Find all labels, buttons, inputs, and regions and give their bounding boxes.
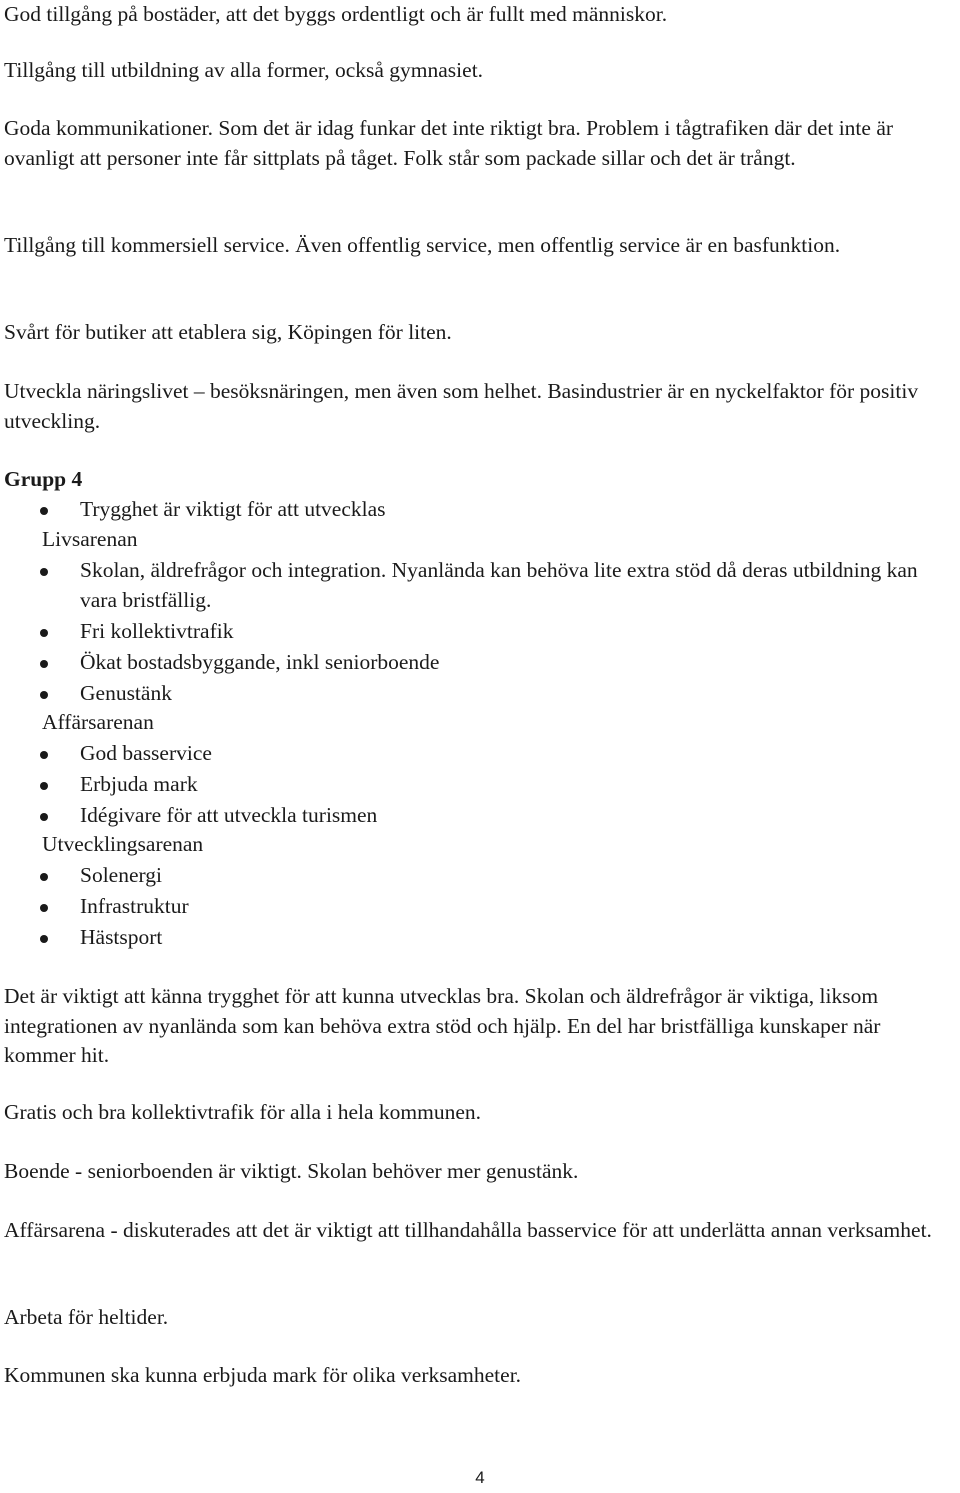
bullet-icon [40, 751, 48, 759]
list-item: Erbjuda mark [4, 770, 934, 800]
page-number: 4 [475, 1468, 485, 1487]
bullet-icon [40, 568, 48, 576]
group-heading: Grupp 4 [4, 467, 83, 491]
paragraph-transport: Gratis och bra kollektivtrafik för alla i hela kommunen. [4, 1100, 482, 1124]
paragraph-education: Tillgång till utbildning av alla former, också gymnasiet. [4, 58, 484, 82]
list-item: Ökat bostadsbyggande, inkl seniorboende [4, 648, 934, 678]
list-item: Infrastruktur [4, 892, 934, 922]
bullet-icon [40, 813, 48, 821]
bullet-icon [40, 691, 48, 699]
list-item: Fri kollektivtrafik [4, 617, 934, 647]
paragraph-commercial-service: Tillgång till kommersiell service. Även offentlig service, men offentlig service är en basfunktion. [4, 233, 841, 257]
section-title-livsarenan: Livsarenan [42, 527, 138, 551]
list-item: Trygghet är viktigt för att utvecklas [4, 495, 934, 525]
paragraph-shops: Svårt för butiker att etablera sig, Köpingen för liten. [4, 320, 452, 344]
paragraph-communications: Goda kommunikationer. Som det är idag funkar det inte riktigt bra. Problem i tågtrafiken där det inte är ovanligt att personer inte får sittplats på tåget. Folk står som packade sillar och det är trångt. [4, 116, 894, 170]
section-title-utvecklingsarenan: Utvecklingsarenan [42, 832, 204, 856]
bullet-icon [40, 660, 48, 668]
paragraph-security: Det är viktigt att känna trygghet för att kunna utvecklas bra. Skolan och äldrefrågor är viktiga, liksom integrationen av nyanlända som kan behöva extra stöd och hjälp. En del har bristfälliga kunskaper när kommer hit. [4, 984, 881, 1067]
bullet-icon [40, 629, 48, 637]
list-item: Solenergi [4, 861, 934, 891]
paragraph-business-arena: Affärsarena - diskuterades att det är viktigt att tillhandahålla basservice för att underlätta annan verksamhet. [4, 1218, 932, 1242]
paragraph-fulltime: Arbeta för heltider. [4, 1305, 169, 1329]
list-item: Skolan, äldrefrågor och integration. Nyanlända kan behöva lite extra stöd då deras utbildning kan vara bristfällig. [4, 556, 934, 615]
list-item: Idégivare för att utveckla turismen [4, 801, 934, 831]
paragraph-housing-seniors: Boende - seniorboenden är viktigt. Skolan behöver mer genustänk. [4, 1159, 579, 1183]
bullet-icon [40, 904, 48, 912]
paragraph-land: Kommunen ska kunna erbjuda mark för olika verksamheter. [4, 1363, 522, 1387]
bullet-icon [40, 782, 48, 790]
bullet-icon [40, 507, 48, 515]
list-item: Genustänk [4, 679, 934, 709]
section-title-affarsarenan: Affärsarenan [42, 710, 154, 734]
bullet-icon [40, 935, 48, 943]
list-item: Hästsport [4, 923, 934, 953]
paragraph-housing: God tillgång på bostäder, att det byggs ordentligt och är fullt med människor. [4, 2, 668, 26]
list-item: God basservice [4, 739, 934, 769]
bullet-icon [40, 873, 48, 881]
paragraph-business: Utveckla näringslivet – besöksnäringen, men även som helhet. Basindustrier är en nyckelfaktor för positiv utveckling. [4, 379, 919, 433]
